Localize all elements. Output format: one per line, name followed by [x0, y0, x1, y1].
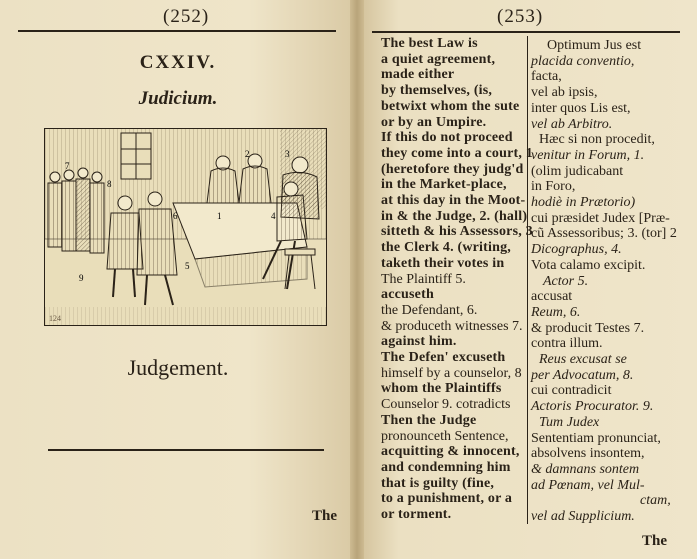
english-text-line: accuseth — [381, 287, 434, 303]
latin-text-line: in Foro, — [531, 179, 576, 195]
english-text-line: they come into a court, 1 — [381, 145, 533, 161]
english-text-line: acquitting & innocent, — [381, 444, 520, 460]
english-text-line: If this do not proceed — [381, 130, 513, 146]
latin-text-line: & damnans sontem — [531, 461, 640, 477]
english-text-line: The Defen' excuseth — [381, 350, 506, 365]
english-text-line: whom the Plaintiffs — [381, 381, 502, 397]
latin-text-line: contra illum. — [531, 336, 603, 352]
english-text-line: made either — [381, 67, 455, 83]
left-page-number: (252) — [163, 6, 210, 27]
english-text-line: a quiet agreement, — [381, 51, 496, 67]
latin-text-line: Vota calamo excipit. — [531, 257, 646, 273]
illustration-number-9: 9 — [79, 273, 84, 283]
book-gutter — [350, 0, 364, 559]
right-page-number: (253) — [497, 6, 544, 27]
latin-text-line: venitur in Forum, 1. — [531, 147, 645, 163]
latin-text-line: Reum, 6. — [531, 304, 581, 320]
illustration-mark: 124 — [49, 314, 61, 323]
woodcut-illustration — [44, 128, 327, 326]
latin-text-line: absolvens insontem, — [531, 446, 645, 462]
latin-text-line: placida conventio, — [531, 53, 635, 69]
english-text-line: pronounceth Sentence, — [381, 428, 509, 444]
latin-text-line: Actor 5. — [543, 273, 589, 289]
english-text-line: against him. — [381, 334, 457, 350]
english-text-line: Counselor 9. cotradicts — [381, 397, 511, 413]
latin-text-line: Actoris Procurator. 9. — [531, 399, 654, 415]
latin-text-line: hodiè in Prætorio) — [531, 195, 636, 210]
illustration-number-7: 7 — [65, 161, 70, 171]
chapter-number: CXXIV. — [139, 52, 217, 73]
english-text-line: in the Market-place, — [381, 177, 507, 193]
illustration-number-1: 1 — [217, 211, 222, 221]
right-catchword: The — [642, 533, 668, 549]
latin-text-line: Sententiam pronunciat, — [531, 430, 661, 446]
english-text-line: (heretofore they judg'd — [381, 161, 524, 177]
english-text-line: the Clerk 4. (writing, — [381, 240, 511, 256]
latin-text-line: cui contradicit — [531, 383, 612, 399]
latin-text-line: ctam, — [640, 493, 671, 509]
english-text-line: at this day in the Moot- — [381, 193, 526, 208]
latin-text-line: vel ad Supplicium. — [531, 509, 635, 524]
english-text-line: betwixt whom the sute — [381, 98, 520, 114]
english-text-line: himself by a counselor, 8 — [381, 365, 522, 381]
column-divider — [527, 36, 528, 524]
latin-text-line: Optimum Jus est — [547, 38, 642, 53]
english-text-line: to a punishment, or a — [381, 491, 513, 507]
english-text-line: sitteth & his Assessors, 3 — [381, 224, 533, 240]
latin-text-line: accusat — [531, 289, 573, 305]
illustration-number-8: 8 — [107, 179, 112, 189]
english-text-line: in & the Judge, 2. (hall) — [381, 208, 528, 224]
latin-text-line: Tum Judex — [539, 414, 600, 430]
latin-text-line: vel ab Arbitro. — [531, 116, 613, 132]
illustration-number-3: 3 — [285, 149, 290, 159]
illustration-number-6: 6 — [173, 211, 178, 221]
english-text-line: taketh their votes in — [381, 255, 505, 271]
english-text-line: the Defendant, 6. — [381, 302, 478, 318]
latin-text-line: & producit Testes 7. — [531, 320, 645, 336]
illustration-number-2: 2 — [245, 149, 250, 159]
latin-text-line: ad Pœnam, vel Mul- — [531, 477, 645, 493]
latin-text-line: cui præsidet Judex [Præ- — [531, 210, 670, 226]
latin-text-line: cũ Assessoribus; 3. (tor] 2 — [531, 226, 677, 242]
english-text-line: The Plaintiff 5. — [381, 271, 466, 287]
chapter-title-latin: Judicium. — [138, 88, 218, 109]
english-text-line: by themselves, (is, — [381, 83, 493, 99]
latin-text-line: facta, — [531, 69, 562, 85]
latin-text-line: Hæc si non procedit, — [539, 132, 655, 148]
left-footer-rule — [48, 449, 324, 451]
right-header-rule — [372, 31, 680, 33]
latin-text-line: Dicographus, 4. — [531, 242, 622, 258]
latin-text-line: per Advocatum, 8. — [531, 367, 634, 383]
illustration-number-5: 5 — [185, 261, 190, 271]
latin-text-line: (olim judicabant — [531, 163, 624, 179]
english-text-line: that is guilty (fine, — [381, 475, 495, 491]
left-catchword: The — [312, 508, 338, 524]
english-text-line: The best Law is — [381, 36, 478, 51]
illustration-caption: Judgement. — [127, 355, 229, 380]
english-text-line: and condemning him — [381, 459, 511, 475]
latin-text-line: inter quos Lis est, — [531, 100, 631, 116]
english-text-line: or by an Umpire. — [381, 114, 487, 130]
latin-text-line: Reus excusat se — [539, 352, 627, 367]
left-header-rule — [18, 30, 336, 32]
latin-text-line: vel ab ipsis, — [531, 85, 598, 101]
english-text-line: & produceth witnesses 7. — [381, 318, 523, 334]
english-text-line: Then the Judge — [381, 412, 477, 428]
illustration-number-4: 4 — [271, 211, 276, 221]
english-text-line: or torment. — [381, 507, 452, 522]
